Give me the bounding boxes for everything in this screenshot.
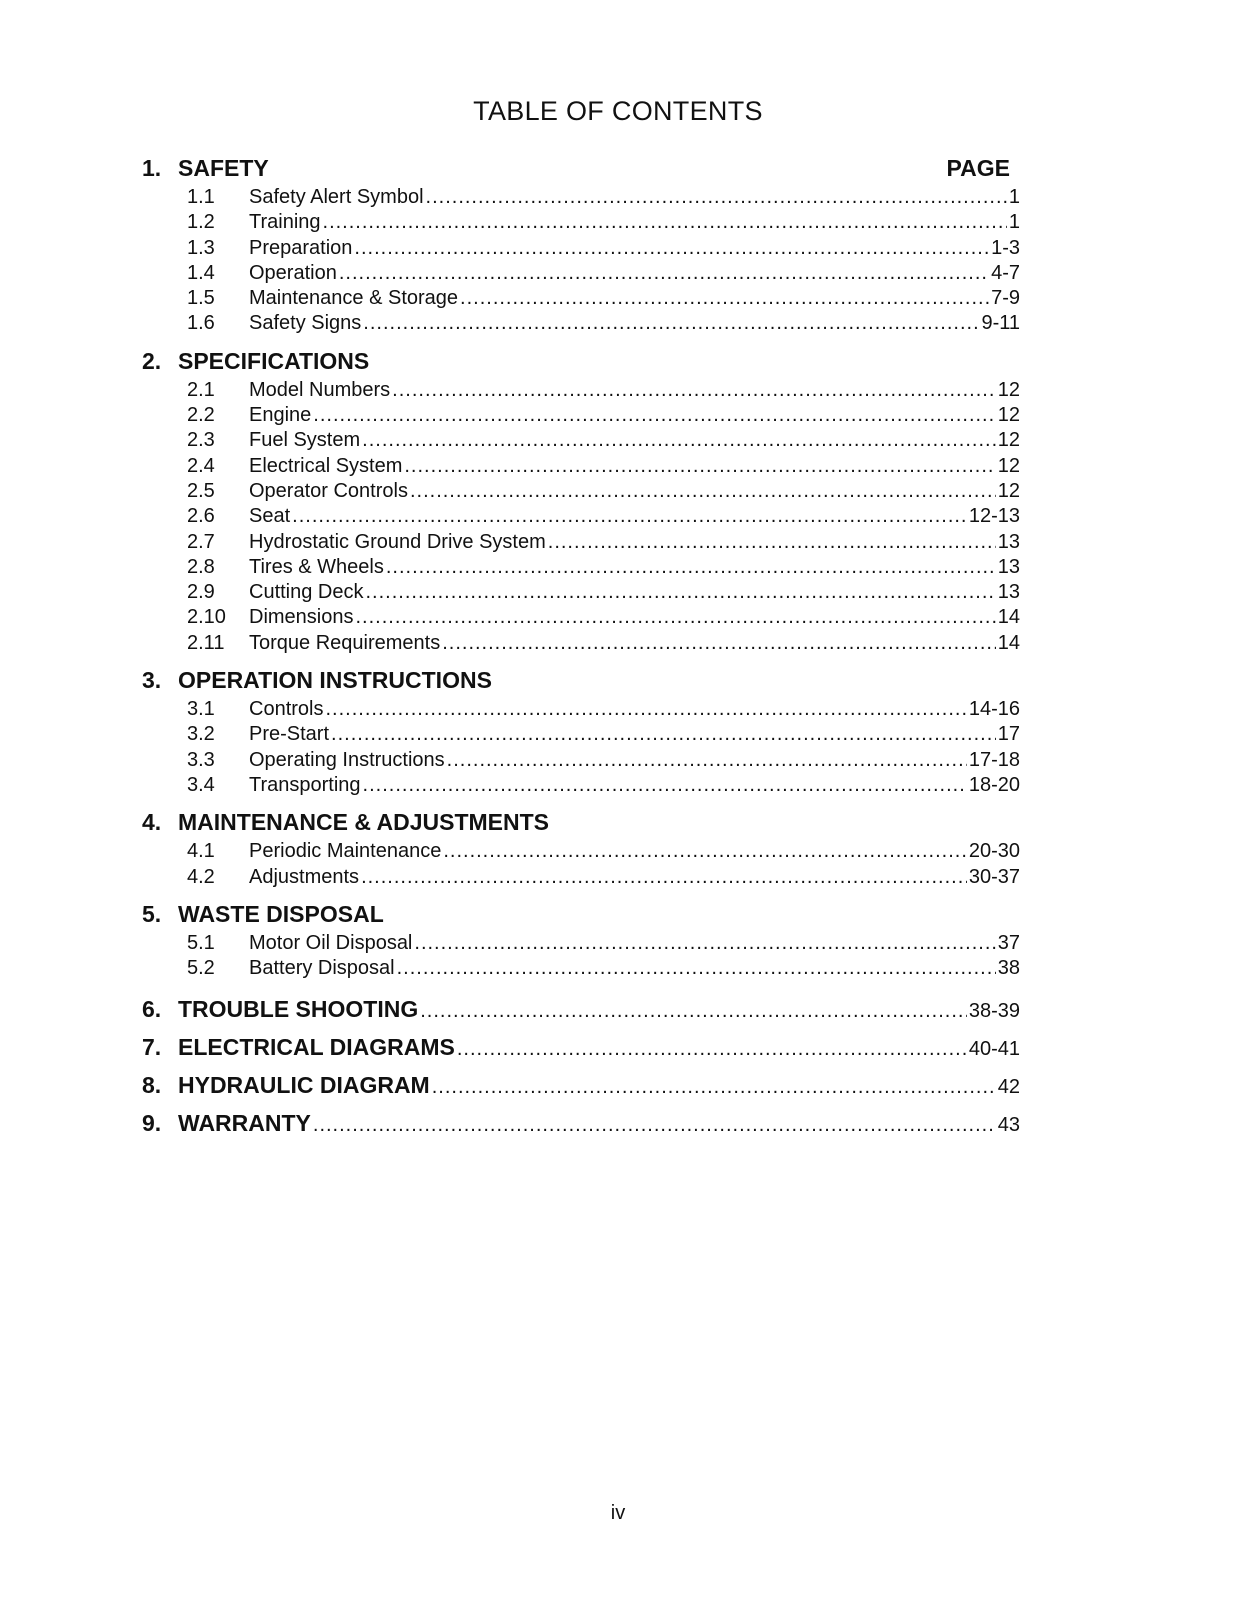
toc-entry[interactable] [142,379,1020,404]
entry-page: 42 [997,1076,1020,1099]
dot-leader [414,932,995,955]
section-number: 4. [142,809,162,836]
toc-entry[interactable] [142,237,1020,262]
entry-number: 2.7 [187,530,215,553]
section-title: HYDRAULIC DIAGRAM [178,1072,430,1099]
toc-entry[interactable] [142,957,1020,982]
entry-title: Transporting [249,773,361,796]
section-title: OPERATION INSTRUCTIONS [178,667,492,694]
entry-title: Training [249,211,321,234]
entry-page: 14-16 [968,698,1020,721]
page-column-label: PAGE [946,155,1010,181]
toc-entry[interactable] [142,186,1020,211]
entry-title: Operator Controls [249,479,408,502]
dot-leader [442,632,996,655]
section-number: 6. [142,996,162,1023]
section-title: ELECTRICAL DIAGRAMS [178,1034,455,1061]
section-heading [142,809,1020,840]
entry-page: 14 [997,606,1020,629]
entry-number: 4.1 [187,840,215,863]
section-heading [142,667,1020,698]
dot-leader [410,480,996,503]
entry-page: 14 [997,631,1020,654]
section-items [142,932,1020,983]
entry-page: 13 [997,581,1020,604]
section-heading [142,155,1020,186]
section-items [142,186,1020,338]
dot-leader [339,262,989,285]
dot-leader [404,455,995,478]
section-number: 9. [142,1110,162,1137]
entry-page: 9-11 [981,312,1020,335]
entry-page: 37 [997,931,1020,954]
toc-entry[interactable] [142,429,1020,454]
entry-page: 12 [997,454,1020,477]
toc-entry[interactable] [142,581,1020,606]
entry-number: 5.1 [187,931,215,954]
toc-entry[interactable] [142,556,1020,581]
entry-title: Hydrostatic Ground Drive System [249,530,546,553]
entry-title: Model Numbers [249,378,391,401]
entry-title: Preparation [249,236,353,259]
toc-entry[interactable] [142,723,1020,748]
entry-page: 7-9 [991,287,1020,310]
entry-title: Safety Alert Symbol [249,186,424,208]
section-title: WASTE DISPOSAL [178,900,384,927]
entry-title: Torque Requirements [249,631,441,654]
entry-number: 1.3 [187,236,215,259]
entry-number: 2.1 [187,378,215,401]
toc-entry[interactable] [142,312,1020,337]
toc-entry[interactable] [142,749,1020,774]
entry-page: 12 [997,404,1020,427]
dot-leader [325,698,966,721]
page-number: iv [610,1502,626,1524]
toc-entry[interactable] [142,774,1020,799]
entry-number: 2.6 [187,505,215,528]
section-number: 3. [142,667,162,694]
dot-leader [361,866,967,889]
toc-section-entry[interactable] [142,996,1020,1027]
dot-leader [366,581,996,604]
dot-leader [331,723,996,746]
entry-page: 30-37 [968,865,1020,888]
table-of-contents [142,155,1020,1141]
section-number: 8. [142,1072,162,1099]
toc-entry[interactable] [142,404,1020,429]
dot-leader [313,1114,996,1137]
entry-number: 4.2 [187,865,215,888]
section-title: WARRANTY [178,1110,311,1137]
dot-leader [457,1038,967,1061]
dot-leader [354,237,989,260]
entry-page: 43 [997,1114,1020,1137]
dot-leader [447,749,967,772]
section-title: SAFETY [178,155,269,181]
dot-leader [548,531,996,554]
section-title: MAINTENANCE & ADJUSTMENTS [178,809,549,836]
entry-title: Controls [249,698,324,721]
entry-title: Operating Instructions [249,748,445,771]
toc-entry[interactable] [142,932,1020,957]
entry-number: 1.6 [187,312,215,335]
entry-number: 2.3 [187,429,215,452]
section-items [142,698,1020,799]
section-title: TROUBLE SHOOTING [178,996,419,1023]
entry-page: 13 [997,530,1020,553]
entry-title: Dimensions [249,606,354,629]
entry-page: 38 [997,957,1020,980]
entry-page: 13 [997,555,1020,578]
entry-page: 17 [997,723,1020,746]
dot-leader [386,556,996,579]
entry-number: 1.4 [187,261,215,284]
dot-leader [363,774,967,797]
entry-number: 3.1 [187,698,215,721]
entry-number: 1.1 [187,186,215,208]
entry-page: 1-3 [991,236,1020,259]
entry-title: Electrical System [249,454,403,477]
entry-number: 2.4 [187,454,215,477]
entry-number: 3.2 [187,723,215,746]
entry-title: Maintenance & Storage [249,287,459,310]
entry-title: Tires & Wheels [249,555,384,578]
dot-leader [362,429,996,452]
section-number: 2. [142,347,162,374]
entry-number: 3.3 [187,748,215,771]
toc-entry[interactable] [142,287,1020,312]
entry-page: 17-18 [968,748,1020,771]
entry-number: 2.10 [187,606,226,629]
entry-page: 18-20 [968,773,1020,796]
entry-page: 4-7 [991,261,1020,284]
entry-number: 1.2 [187,211,215,234]
entry-page: 12 [997,429,1020,452]
dot-leader [420,1000,967,1023]
entry-page: 1 [1008,186,1020,208]
toc-entry[interactable] [142,262,1020,287]
dot-leader [426,186,1007,209]
entry-page: 38-39 [968,1000,1020,1023]
entry-title: Battery Disposal [249,957,395,980]
toc-entry[interactable] [142,866,1020,891]
entry-number: 2.11 [187,631,225,654]
entry-number: 5.2 [187,957,215,980]
toc-entry[interactable] [142,840,1020,865]
toc-entry[interactable] [142,632,1020,657]
section-number: 5. [142,900,162,927]
page-title: TABLE OF CONTENTS [473,96,763,126]
toc-entry[interactable] [142,505,1020,530]
entry-number: 2.5 [187,479,215,502]
toc-entry[interactable] [142,211,1020,236]
entry-page: 1 [1008,211,1020,234]
section-heading [142,348,1020,379]
entry-title: Operation [249,261,337,284]
toc-entry[interactable] [142,455,1020,480]
toc-section-entry[interactable] [142,1034,1020,1065]
dot-leader [432,1076,996,1099]
dot-leader [397,957,996,980]
dot-leader [323,211,1007,234]
section-number: 7. [142,1034,162,1061]
entry-page: 12-13 [968,505,1020,528]
section-heading [142,901,1020,932]
entry-title: Adjustments [249,865,360,888]
entry-title: Pre-Start [249,723,330,746]
entry-title: Motor Oil Disposal [249,931,413,954]
entry-page: 12 [997,479,1020,502]
entry-number: 2.8 [187,555,215,578]
entry-title: Engine [249,404,312,427]
entry-number: 1.5 [187,287,215,310]
dot-leader [355,606,995,629]
dot-leader [460,287,989,310]
toc-section-entry[interactable] [142,1110,1020,1141]
dot-leader [363,312,979,335]
toc-entry[interactable] [142,698,1020,723]
entry-title: Periodic Maintenance [249,840,442,863]
dot-leader [292,505,967,528]
toc-section-entry[interactable] [142,1072,1020,1103]
dot-leader [392,379,996,402]
toc-entry[interactable] [142,480,1020,505]
dot-leader [313,404,995,427]
toc-entry[interactable] [142,606,1020,631]
entry-page: 20-30 [968,840,1020,863]
section-items [142,840,1020,891]
entry-number: 3.4 [187,773,215,796]
section-title: SPECIFICATIONS [178,347,370,374]
entry-number: 2.2 [187,404,215,427]
section-number: 1. [142,155,162,181]
entry-page: 12 [997,378,1020,401]
entry-title: Safety Signs [249,312,362,335]
entry-title: Fuel System [249,429,361,452]
toc-entry[interactable] [142,531,1020,556]
entry-page: 40-41 [968,1038,1020,1061]
entry-number: 2.9 [187,581,215,604]
entry-title: Seat [249,505,291,528]
entry-title: Cutting Deck [249,581,364,604]
dot-leader [443,840,967,863]
section-items [142,379,1020,657]
